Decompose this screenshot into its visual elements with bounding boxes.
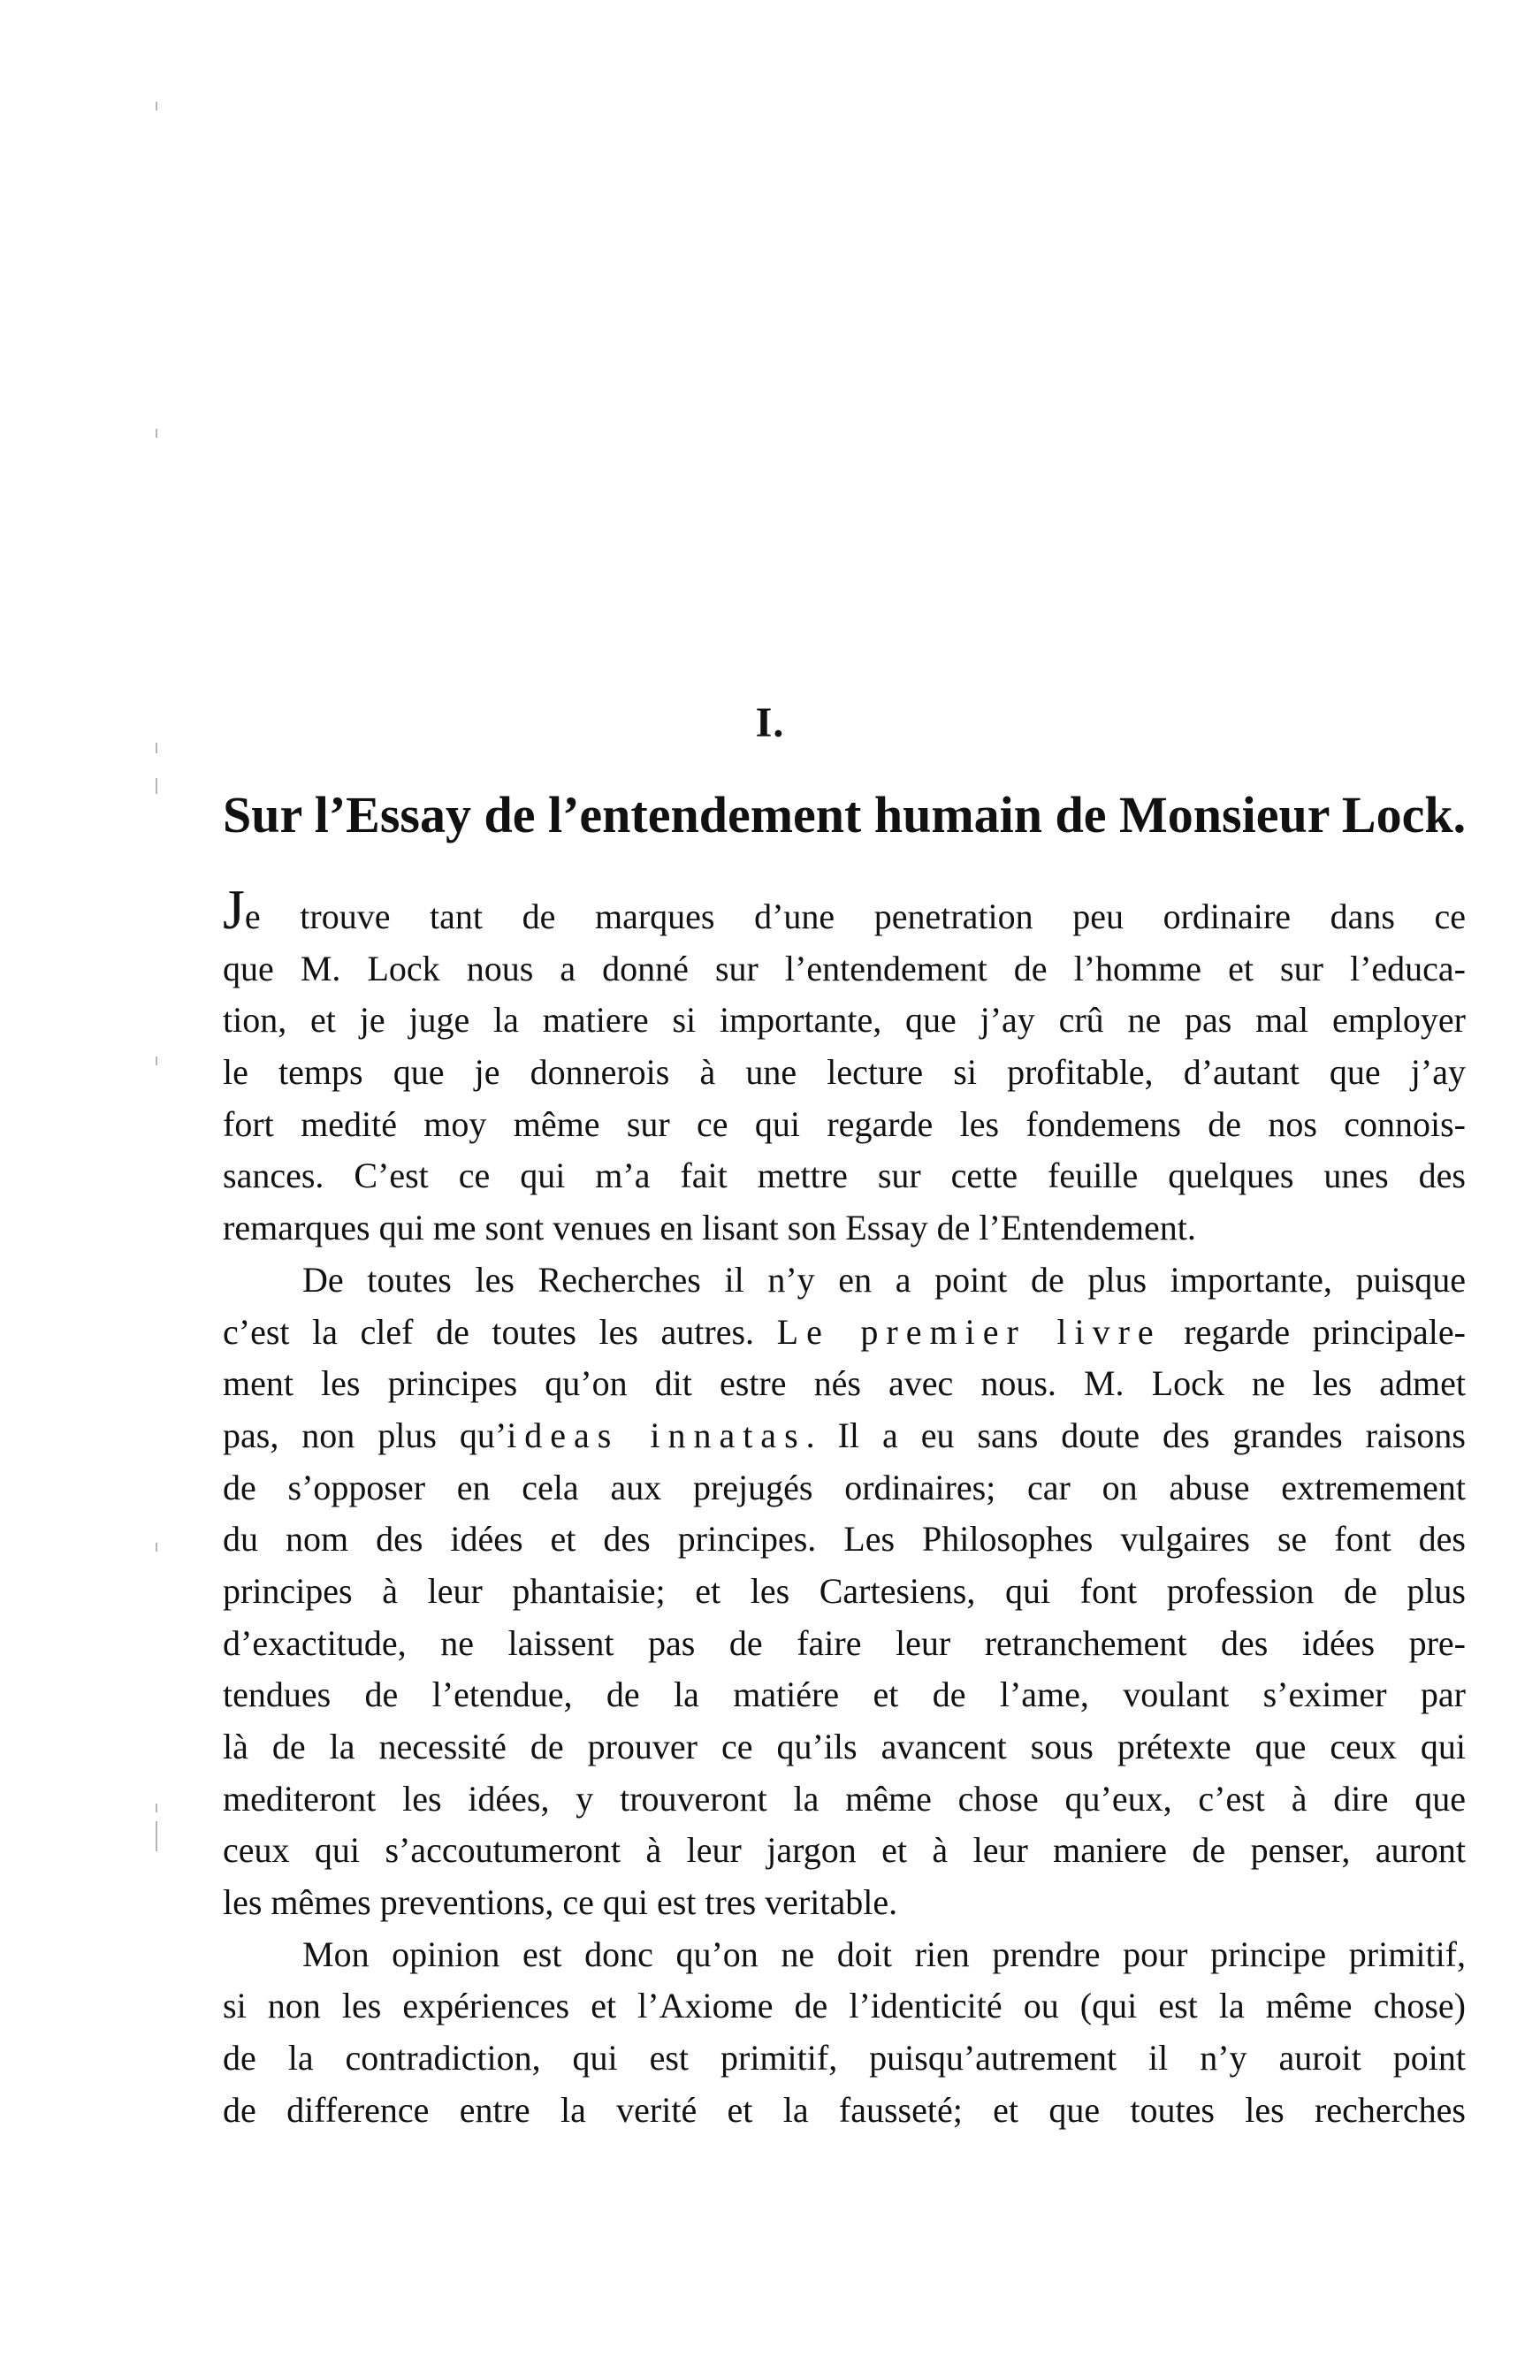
- text-line: de la contradiction, qui est primitif, puisqu’autrement il n’y auroit point: [223, 2038, 1466, 2079]
- chapter-title: Sur l’Essay de l’entendement humain de Monsieur Lock.: [223, 786, 1467, 843]
- text-line: sances. C’est ce qui m’a fait mettre sur cette feuille quelques unes des: [223, 1156, 1466, 1196]
- text-line: principes à leur phantaisie; et les Cartesiens, qui font profession de plus: [223, 1570, 1466, 1611]
- text-line: que M. Lock nous a donné sur l’entendement de l’homme et sur l’educa-: [223, 948, 1466, 988]
- text-line: tion, et je juge la matiere si importante, que j’ay crû ne pas mal employer: [223, 1000, 1466, 1041]
- paragraph-3: [223, 1929, 1466, 2137]
- text-line: remarques qui me sont venues en lisant son Essay de l’Entendement.: [223, 1208, 1196, 1248]
- text-line: le temps que je donnerois à une lecture si profitable, d’autant que j’ay: [223, 1052, 1466, 1093]
- paragraph-1: [223, 878, 1466, 1255]
- text-line: mediteront les idées, y trouveront la même chose qu’eux, c’est à dire que: [223, 1778, 1466, 1819]
- margin-mark: [156, 1543, 157, 1552]
- emphasis-text: ideas innatas: [507, 1415, 806, 1455]
- margin-mark: [156, 429, 157, 438]
- text-line: tendues de l’etendue, de la matiére et de l’ame, voulant s’eximer par: [223, 1674, 1466, 1715]
- text-line: là de la necessité de prouver ce qu’ils avancent sous prétexte que ceux qui: [223, 1727, 1466, 1766]
- chapter-number: I.: [755, 699, 785, 746]
- text-line: de s’opposer en cela aux prejugés ordinaires; car on abuse extremement: [223, 1467, 1466, 1507]
- text-line: pas, non plus qu’ideas innatas. Il a eu sans doute des grandes raisons: [223, 1415, 1466, 1455]
- margin-mark: [156, 1804, 157, 1812]
- text-line: de difference entre la verité et la fausseté; et que toutes les recherches: [223, 2089, 1466, 2130]
- text-line: fort medité moy même sur ce qui regarde les fondemens de nos connois-: [223, 1103, 1466, 1144]
- emphasis-text: Le premier livre: [776, 1311, 1162, 1352]
- initial-letter: J: [223, 878, 245, 941]
- margin-mark: [156, 102, 157, 111]
- margin-mark: [156, 778, 157, 794]
- text-line: Mon opinion est donc qu’on ne doit rien prendre pour principe primitif,: [302, 1934, 1466, 1974]
- paragraph-2: [223, 1255, 1466, 1929]
- text-line: les mêmes preventions, ce qui est tres veritable.: [223, 1882, 898, 1923]
- margin-mark: [156, 1057, 157, 1065]
- text-line: du nom des idées et des principes. Les Philosophes vulgaires se font des: [223, 1519, 1466, 1560]
- text-line: c’est la clef de toutes les autres. Le premier livre regarde principale-: [223, 1311, 1466, 1352]
- text-line: ment les principes qu’on dit estre nés avec nous. M. Lock ne les admet: [223, 1363, 1466, 1404]
- text-line: d’exactitude, ne laissent pas de faire leur retranchement des idées pre-: [223, 1622, 1466, 1663]
- text-line: si non les expériences et l’Axiome de l’identicité ou (qui est la même chose): [223, 1986, 1466, 2026]
- margin-mark: [156, 1821, 157, 1851]
- text-line: ceux qui s’accoutumeront à leur jargon et à leur maniere de penser, auront: [223, 1830, 1466, 1871]
- text-line: De toutes les Recherches il n’y en a point de plus importante, puisque: [302, 1259, 1466, 1300]
- text-line: Je trouve tant de marques d’une penetration peu ordinaire dans ce: [223, 878, 1466, 941]
- body-text: [223, 878, 1466, 2137]
